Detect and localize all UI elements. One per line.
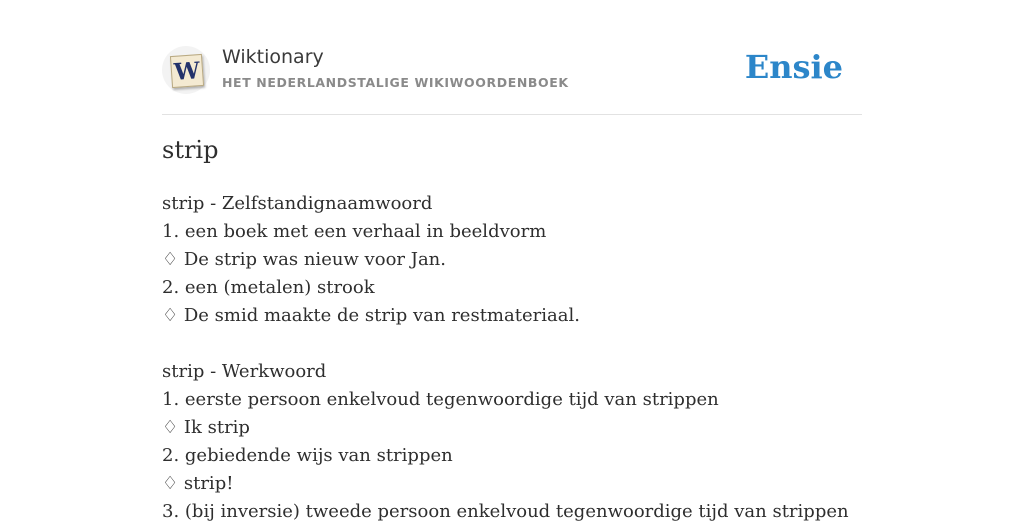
site-name[interactable]: Wiktionary <box>222 46 324 68</box>
example-line: ♢ De smid maakte de strip van restmateriaal. <box>162 305 580 326</box>
definition-line: 3. (bij inversie) tweede persoon enkelvoud tegenwoordige tijd van strippen <box>162 501 849 522</box>
definition-line: 1. een boek met een verhaal in beeldvorm <box>162 221 547 242</box>
definition-entries <box>162 190 849 526</box>
page-title: strip <box>162 136 219 164</box>
definition-line: 2. gebiedende wijs van strippen <box>162 445 453 466</box>
definition-line: 1. eerste persoon enkelvoud tegenwoordige tijd van strippen <box>162 389 719 410</box>
entry-heading: strip - Zelfstandignaamwoord <box>162 193 433 214</box>
site-tagline: HET NEDERLANDSTALIGE WIKIWOORDENBOEK <box>222 75 569 90</box>
entry-noun <box>162 190 849 330</box>
entry-separator <box>162 330 849 358</box>
ensie-brand-logo[interactable]: Ensie <box>744 48 843 86</box>
entry-verb <box>162 358 849 526</box>
entry-heading: strip - Werkwoord <box>162 361 327 382</box>
logo-letter: W <box>173 57 201 86</box>
example-line: ♢ strip! <box>162 473 234 494</box>
logo-tile <box>170 54 204 88</box>
site-header <box>162 46 862 115</box>
wiktionary-logo-icon[interactable] <box>162 46 210 94</box>
example-line: ♢ De strip was nieuw voor Jan. <box>162 249 446 270</box>
definition-line: 2. een (metalen) strook <box>162 277 375 298</box>
example-line: ♢ Ik strip <box>162 417 250 438</box>
